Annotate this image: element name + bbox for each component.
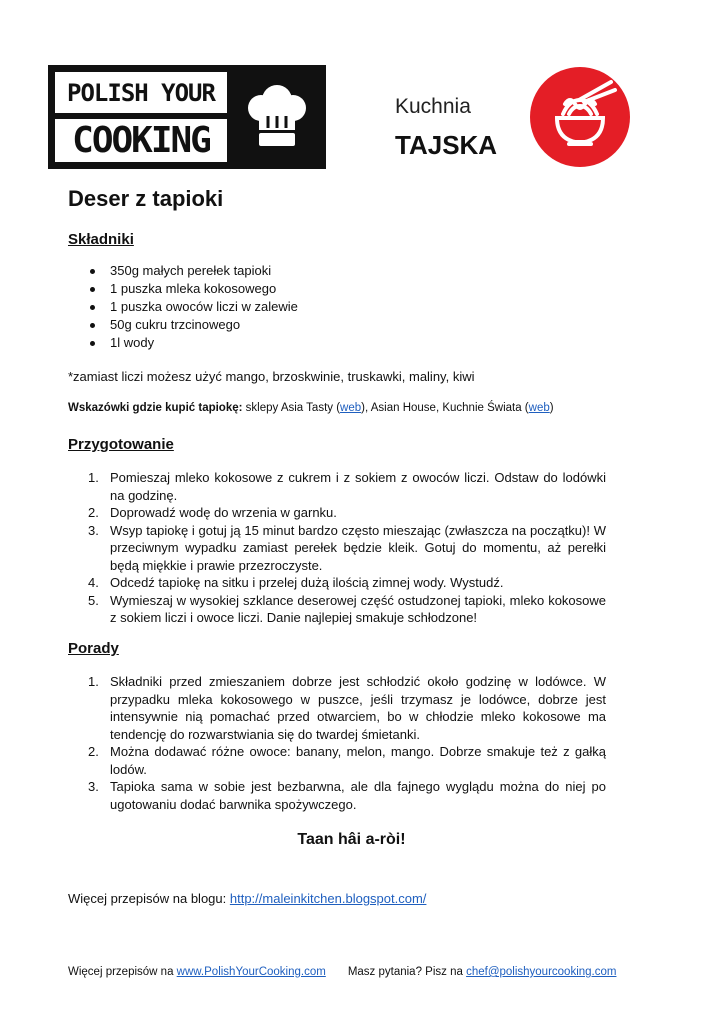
tips-list bbox=[88, 673, 606, 813]
buying-tip bbox=[68, 402, 554, 414]
blog-link[interactable]: http://maleinkitchen.blogspot.com/ bbox=[229, 891, 427, 906]
tip-text: Tapioka sama w sobie jest bezbarwna, ale dla fajnego wyglądu można do niej po ugotowaniu dodać barwnika spożywczego. bbox=[110, 779, 606, 812]
asia-tasty-web-link[interactable]: web bbox=[340, 402, 362, 414]
step-text: Pomieszaj mleko kokosowe z cukrem i z sokiem z owoców liczi. Odstaw do lodówki na godzinę. bbox=[110, 470, 606, 503]
step-text: Wymieszaj w wysokiej szklance deserowej część ostudzonej tapioki, mleko kokosowe z sokiem liczi i owoce liczi. Danie najlepiej smakuje schłodzone! bbox=[110, 592, 606, 625]
list-item: 1. Pomieszaj mleko kokosowe z cukrem i z sokiem z owoców liczi. Odstaw do lodówki na godzinę. bbox=[88, 470, 606, 503]
kuchnie-swiata-web-link[interactable]: web bbox=[528, 402, 550, 414]
tip-text: Składniki przed zmieszaniem dobrze jest schłodzić około godzinę w lodówce. W przypadku mleka kokosowego w puszce, jeśli trzymasz je lodówce, dobrze jest intensywnie nią pomachać przed otwarciem, bo w chłodzie mleko kokosowe ma tendencję do rozwarstwiania się do twardej śmietanki. bbox=[110, 674, 606, 742]
footer bbox=[68, 966, 616, 978]
list-item: 3. Tapioka sama w sobie jest bezbarwna, ale dla fajnego wyglądu można do niej po ugotowaniu dodać barwnika spożywczego. bbox=[88, 779, 606, 812]
ingredient-item: 1 puszka owoców liczi w zalewie bbox=[88, 298, 298, 316]
tip-text: Można dodawać różne owoce: banany, melon, mango. Dobrze smakuje też z gałką lodów. bbox=[110, 744, 606, 777]
buying-tip-text: sklepy Asia Tasty ( bbox=[242, 402, 341, 414]
step-text: Doprowadź wodę do wrzenia w garnku. bbox=[110, 505, 337, 520]
ingredient-item: 350g małych perełek tapioki bbox=[88, 262, 298, 280]
buying-tip-text: ), Asian House, Kuchnie Świata ( bbox=[361, 402, 529, 414]
ingredient-item: 1 puszka mleka kokosowego bbox=[88, 280, 298, 298]
blog-line bbox=[68, 891, 426, 906]
logo-text-bottom: COOKING bbox=[55, 119, 227, 162]
preparation-heading: Przygotowanie bbox=[68, 436, 174, 453]
cuisine-label: Kuchnia bbox=[395, 95, 471, 118]
list-item: 4. Odcedź tapiokę na sitku i przelej dużą ilością zimnej wody. Wystudź. bbox=[88, 575, 504, 590]
tips-heading: Porady bbox=[68, 640, 119, 657]
cuisine-name: TAJSKA bbox=[395, 130, 498, 160]
buying-tip-text: ) bbox=[549, 402, 554, 414]
list-item: 2. Można dodawać różne owoce: banany, melon, mango. Dobrze smakuje też z gałką lodów. bbox=[88, 744, 606, 777]
ingredients-heading: Składniki bbox=[68, 231, 134, 248]
recipe-title: Deser z tapioki bbox=[68, 186, 224, 211]
email-link[interactable]: chef@polishyourcooking.com bbox=[466, 966, 617, 978]
list-item: 1. Składniki przed zmieszaniem dobrze jest schłodzić około godzinę w lodówce. W przypadku mleka kokosowego w puszce, jeśli trzymasz je lodówce, dobrze jest intensywnie nią pomachać przed otwarciem, bo w chłodzie mleko kokosowe ma tendencję do rozwarstwiania się do twardej śmietanki. bbox=[88, 674, 606, 742]
preparation-list bbox=[88, 469, 606, 627]
ingredient-item: 50g cukru trzcinowego bbox=[88, 316, 298, 334]
list-item: 2. Doprowadź wodę do wrzenia w garnku. bbox=[88, 505, 337, 520]
brand-logo bbox=[48, 65, 326, 169]
ingredients-list bbox=[88, 262, 298, 352]
website-link[interactable]: www.PolishYourCooking.com bbox=[176, 966, 326, 978]
list-item: 3. Wsyp tapiokę i gotuj ją 15 minut bardzo często mieszając (zwłaszcza na początku)! W przeciwnym wypadku zamiast perełek będzie kleik. Gotuj do momentu, aż perełki będą miękkie i prawie przezroczyste. bbox=[88, 522, 606, 573]
blog-label: Więcej przepisów na blogu: bbox=[68, 891, 230, 906]
noodle-bowl-icon bbox=[529, 66, 631, 168]
step-text: Wsyp tapiokę i gotuj ją 15 minut bardzo często mieszając (zwłaszcza na początku)! W przeciwnym wypadku zamiast perełek będzie kleik. Gotuj do momentu, aż perełki będą miękkie i prawie przezroczyste. bbox=[110, 522, 606, 573]
step-text: Odcedź tapiokę na sitku i przelej dużą ilością zimnej wody. Wystudź. bbox=[110, 575, 504, 590]
substitution-note: *zamiast liczi możesz użyć mango, brzoskwinie, truskawki, maliny, kiwi bbox=[68, 369, 475, 384]
ingredient-item: 1l wody bbox=[88, 334, 298, 352]
buying-tip-label: Wskazówki gdzie kupić tapiokę: bbox=[68, 402, 243, 414]
chef-hat-icon bbox=[235, 78, 319, 158]
footer-questions-label: Masz pytania? Pisz na bbox=[347, 966, 467, 978]
list-item: 5. Wymieszaj w wysokiej szklance deserowej część ostudzonej tapioki, mleko kokosowe z sokiem liczi i owoce liczi. Danie najlepiej smakuje schłodzone! bbox=[88, 592, 606, 625]
logo-text-top: POLISH YOUR bbox=[55, 72, 227, 113]
footer-more-label: Więcej przepisów na bbox=[68, 966, 177, 978]
closing-phrase: Taan hâi a-ròi! bbox=[297, 831, 406, 848]
